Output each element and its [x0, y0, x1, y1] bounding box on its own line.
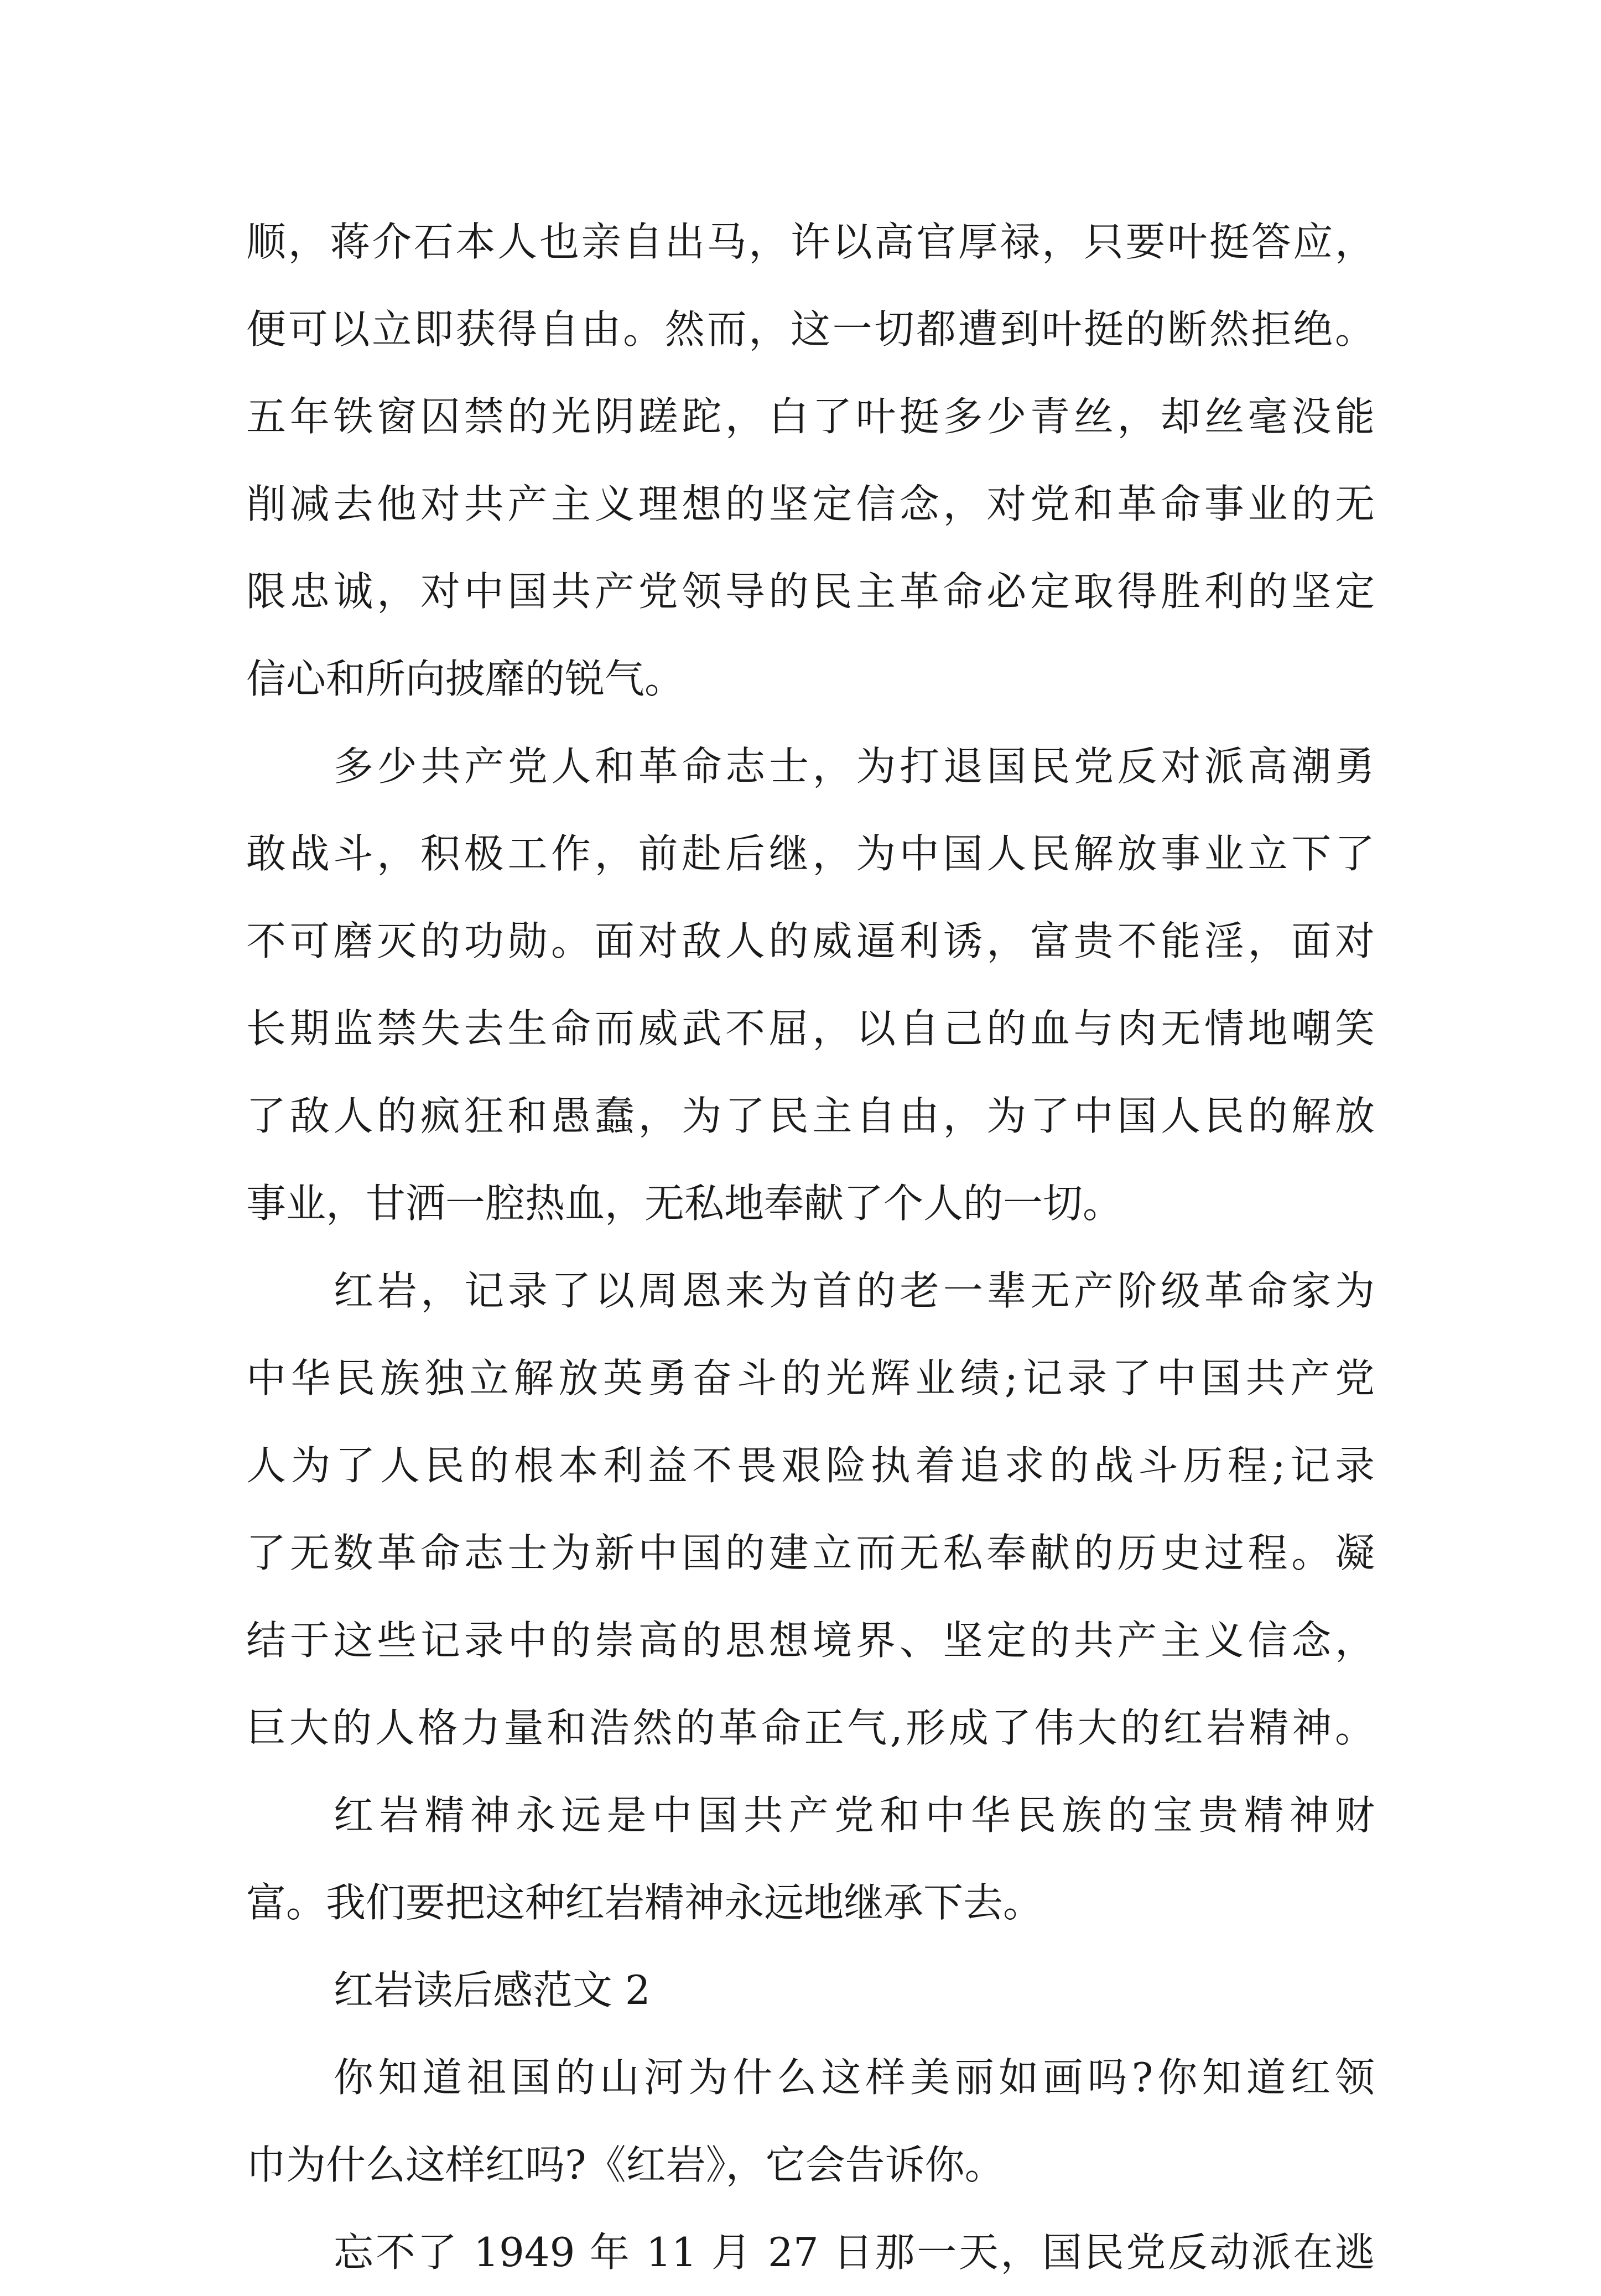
text-line: 巨大的人格力量和浩然的革命正气,形成了伟大的红岩精神。: [246, 1705, 1375, 1751]
text-line: 便可以立即获得自由。然而，这一切都遭到叶挺的断然拒绝。: [246, 306, 1375, 352]
text-line: 事业，甘洒一腔热血，无私地奉献了个人的一切。: [246, 1180, 1123, 1227]
text-line: 红岩，记录了以周恩来为首的老一辈无产阶级革命家为: [334, 1268, 1375, 1314]
text-line: 顺，蒋介石本人也亲自出马，许以高官厚禄，只要叶挺答应，: [246, 219, 1375, 265]
text-line: 结于这些记录中的崇高的思想境界、坚定的共产主义信念，: [246, 1617, 1375, 1664]
text-line: 红岩读后感范文 2: [334, 1967, 651, 2013]
text-line: 长期监禁失去生命而威武不屈，以自己的血与肉无情地嘲笑: [246, 1005, 1375, 1052]
text-line: 富。我们要把这种红岩精神永远地继承下去。: [246, 1879, 1043, 1926]
text-line: 限忠诚，对中国共产党领导的民主革命必定取得胜利的坚定: [246, 568, 1375, 615]
text-line: 了无数革命志士为新中国的建立而无私奉献的历史过程。凝: [246, 1530, 1375, 1576]
text-line: 中华民族独立解放英勇奋斗的光辉业绩;记录了中国共产党: [246, 1355, 1375, 1401]
text-line: 多少共产党人和革命志士，为打退国民党反对派高潮勇: [334, 743, 1375, 789]
text-line: 信心和所向披靡的锐气。: [246, 656, 685, 702]
text-line: 你知道祖国的山河为什么这样美丽如画吗?你知道红领: [334, 2054, 1375, 2101]
text-line: 巾为什么这样红吗?《红岩》，它会告诉你。: [246, 2142, 1005, 2188]
text-line: 忘不了 1949 年 11 月 27 日那一天，国民党反动派在逃: [334, 2229, 1375, 2276]
text-line: 敢战斗，积极工作，前赴后继，为中国人民解放事业立下了: [246, 830, 1375, 877]
text-line: 了敌人的疯狂和愚蠢，为了民主自由，为了中国人民的解放: [246, 1093, 1375, 1139]
document-body: [246, 198, 1375, 2296]
text-line: 红岩精神永远是中国共产党和中华民族的宝贵精神财: [334, 1792, 1375, 1838]
text-line: 不可磨灭的功勋。面对敌人的威逼利诱，富贵不能淫，面对: [246, 918, 1375, 964]
text-line: 五年铁窗囚禁的光阴蹉跎，白了叶挺多少青丝，却丝毫没能: [246, 393, 1375, 440]
text-line: 削减去他对共产主义理想的坚定信念，对党和革命事业的无: [246, 481, 1375, 527]
text-line: 人为了人民的根本利益不畏艰险执着追求的战斗历程;记录: [246, 1442, 1375, 1489]
